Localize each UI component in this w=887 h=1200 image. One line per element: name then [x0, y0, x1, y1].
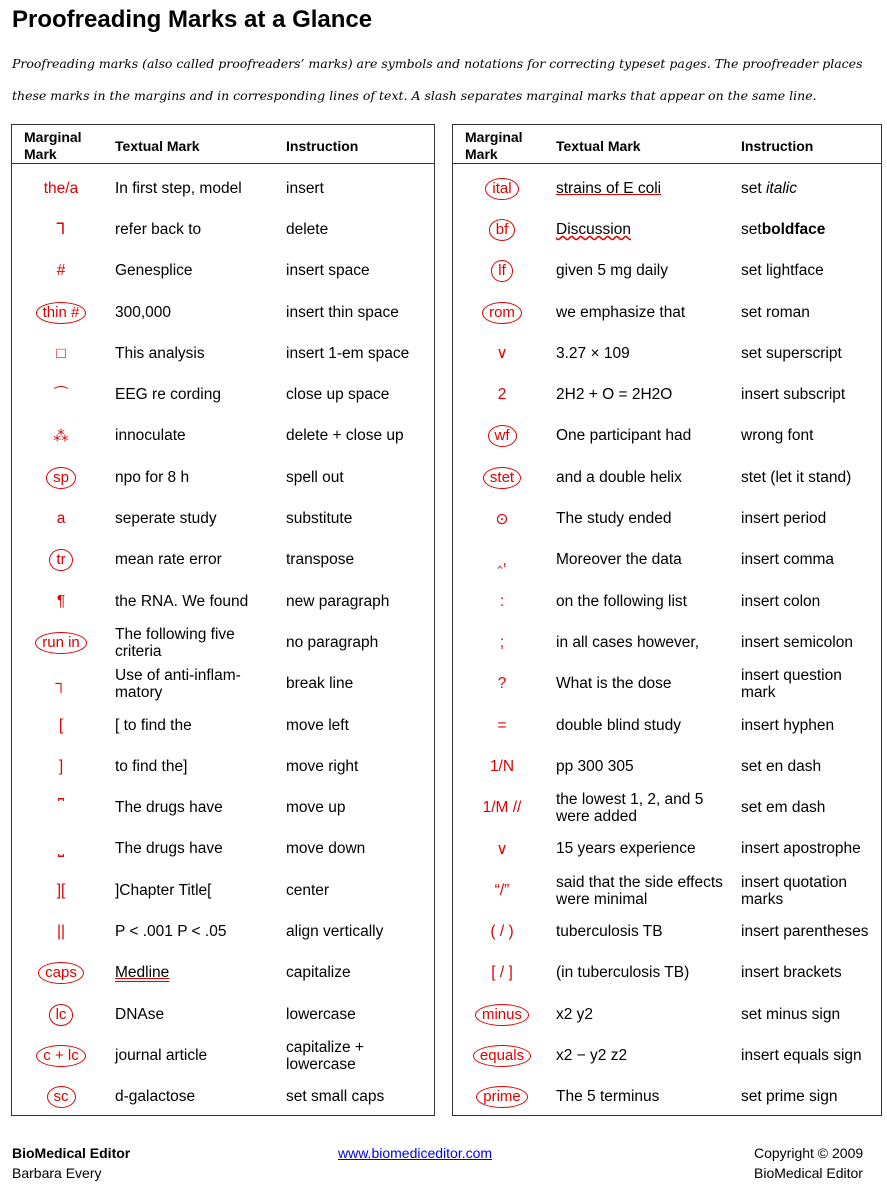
table-row [453, 1035, 881, 1076]
table-row [453, 870, 881, 911]
instruction: close up space [286, 386, 390, 404]
instruction: set en dash [741, 757, 822, 775]
marginal-mark-symbol: □ [56, 344, 66, 362]
right-rows [453, 168, 881, 1118]
textual-mark: What is the dose [556, 675, 672, 693]
table-row [12, 829, 434, 870]
table-row [12, 416, 434, 457]
textual-mark: d-galactose [115, 1088, 196, 1106]
marginal-mark [16, 870, 106, 911]
marginal-mark [16, 333, 106, 374]
marginal-mark [16, 251, 106, 292]
marginal-mark-symbol: [ [58, 716, 64, 734]
marginal-mark [457, 251, 547, 292]
marginal-mark [457, 581, 547, 622]
left-table [11, 124, 435, 1116]
footer-company: BioMedical Editor [754, 1165, 863, 1181]
textual-mark: 2H2 + O = 2H2O [556, 386, 673, 404]
marginal-mark-symbol: ∨ [496, 840, 508, 858]
instruction: delete + close up [286, 427, 404, 445]
textual-mark: refer back to [115, 220, 202, 238]
textual-mark: [ to find the [115, 716, 192, 734]
instruction: no paragraph [286, 633, 379, 651]
table-row [453, 829, 881, 870]
header-instruction: Instruction [741, 138, 814, 154]
textual-mark: Discussion [556, 220, 631, 238]
marginal-mark [16, 705, 106, 746]
marginal-mark [457, 374, 547, 415]
header-instruction: Instruction [286, 138, 359, 154]
instruction: insert [286, 179, 324, 197]
table-row [453, 374, 881, 415]
marginal-mark [457, 664, 547, 705]
instruction: set minus sign [741, 1005, 841, 1023]
marginal-mark [16, 1077, 106, 1118]
marginal-mark [16, 457, 106, 498]
marginal-mark [457, 705, 547, 746]
marginal-mark [457, 1035, 547, 1076]
textual-mark: 15 years experience [556, 840, 696, 858]
instruction: capitalize [286, 964, 351, 982]
marginal-mark-symbol: “/” [494, 881, 510, 899]
instruction: insert quotation marks [741, 873, 847, 908]
table-row [453, 622, 881, 663]
table-header [453, 125, 881, 164]
textual-mark: npo for 8 h [115, 468, 190, 486]
textual-mark: given 5 mg daily [556, 262, 669, 280]
instruction: move down [286, 840, 366, 858]
marginal-mark [16, 498, 106, 539]
instruction: capitalize + lowercase [286, 1038, 364, 1073]
marginal-mark [16, 581, 106, 622]
instruction: move up [286, 799, 346, 817]
marginal-mark-symbol: rom [482, 302, 522, 324]
marginal-mark-symbol: ( / ) [490, 922, 514, 940]
marginal-mark-symbol: minus [475, 1004, 529, 1026]
table-row [12, 457, 434, 498]
marginal-mark-symbol: ┐ [55, 675, 67, 693]
table-row [12, 1035, 434, 1076]
instruction: spell out [286, 468, 344, 486]
marginal-mark [457, 994, 547, 1035]
instruction: insert space [286, 262, 370, 280]
instruction: wrong font [741, 427, 814, 445]
instruction: move left [286, 716, 349, 734]
table-row [453, 416, 881, 457]
instruction-text: set italic [741, 179, 797, 197]
marginal-mark-symbol: lf [491, 260, 513, 282]
table-row [453, 787, 881, 828]
textual-mark: Moreover the data [556, 551, 682, 569]
textual-mark: double blind study [556, 716, 681, 734]
marginal-mark [457, 1077, 547, 1118]
instruction: set small caps [286, 1088, 385, 1106]
textual-mark: 300,000 [115, 303, 172, 321]
marginal-mark [457, 416, 547, 457]
instruction: new paragraph [286, 592, 390, 610]
textual-mark: Use of anti-inflam- matory [115, 667, 241, 702]
textual-mark: One participant had [556, 427, 692, 445]
instruction: insert equals sign [741, 1046, 862, 1064]
marginal-mark [16, 622, 106, 663]
left-rows [12, 168, 434, 1118]
textual-mark: tuberculosis TB [556, 922, 663, 940]
table-row [12, 622, 434, 663]
instruction: insert question mark [741, 667, 842, 702]
marginal-mark-symbol: ∨ [496, 345, 508, 363]
marginal-mark [16, 953, 106, 994]
instruction: substitute [286, 510, 353, 528]
table-row [453, 540, 881, 581]
marginal-mark [16, 911, 106, 952]
instruction: set roman [741, 303, 810, 321]
table-row [12, 664, 434, 705]
textual-mark: P < .001 P < .05 [115, 922, 227, 940]
marginal-mark-symbol: the/a [43, 179, 79, 197]
marginal-mark-symbol: # [56, 262, 66, 280]
marginal-mark [16, 829, 106, 870]
table-row [12, 209, 434, 250]
table-row [12, 168, 434, 209]
textual-mark: in all cases however, [556, 633, 700, 651]
textual-mark: DNAse [115, 1005, 165, 1023]
table-row [12, 333, 434, 374]
table-row [12, 911, 434, 952]
marginal-mark [457, 870, 547, 911]
marginal-mark-symbol: tr [49, 549, 72, 571]
table-row [12, 870, 434, 911]
table-row [453, 911, 881, 952]
marginal-mark-symbol: c + lc [36, 1045, 85, 1067]
marginal-mark-symbol: ? [497, 675, 507, 693]
table-row [453, 953, 881, 994]
marginal-mark [16, 416, 106, 457]
instruction: move right [286, 757, 359, 775]
marginal-mark [457, 209, 547, 250]
table-row [453, 457, 881, 498]
textual-mark: The 5 terminus [556, 1088, 660, 1106]
marginal-mark-symbol: bf [489, 219, 516, 241]
footer-left [12, 1143, 130, 1183]
instruction: insert parentheses [741, 922, 869, 940]
textual-mark: strains of E coli [556, 179, 662, 197]
textual-mark: said that the side effects were minimal [556, 873, 723, 908]
table-row [12, 746, 434, 787]
marginal-mark-symbol: ¶ [56, 592, 66, 610]
marginal-mark-symbol: || [56, 922, 66, 940]
marginal-mark-symbol: equals [473, 1045, 531, 1067]
marginal-mark-symbol: 1/M // [482, 799, 522, 817]
table-row [453, 746, 881, 787]
textual-mark: seperate study [115, 510, 217, 528]
instruction: set lightface [741, 262, 824, 280]
table-row [453, 333, 881, 374]
table-row [12, 705, 434, 746]
header-marginal-mark: Marginal Mark [465, 129, 523, 162]
marginal-mark [16, 292, 106, 333]
instruction: stet (let it stand) [741, 469, 852, 487]
marginal-mark-symbol: ⎴ [57, 799, 65, 817]
marginal-mark-symbol: ][ [56, 881, 66, 899]
instruction: insert period [741, 510, 827, 528]
table-row [12, 581, 434, 622]
instruction: transpose [286, 551, 355, 569]
marginal-mark [457, 457, 547, 498]
instruction [741, 168, 879, 209]
textual-mark: Medline [115, 964, 170, 982]
textual-mark: to find the] [115, 757, 188, 775]
table-row [12, 994, 434, 1035]
marginal-mark-symbol: ⁀ [54, 386, 68, 404]
marginal-mark-symbol: run in [35, 632, 87, 654]
table-row [453, 251, 881, 292]
marginal-mark [457, 953, 547, 994]
marginal-mark [457, 911, 547, 952]
textual-mark: The drugs have [115, 799, 223, 817]
textual-mark: x2 y2 [556, 1005, 594, 1023]
textual-mark: we emphasize that [556, 303, 686, 321]
instruction: insert comma [741, 551, 835, 569]
instruction: set em dash [741, 799, 826, 817]
footer-link[interactable]: www.biomediceditor.com [338, 1145, 493, 1161]
textual-mark: x2 − y2 z2 [556, 1046, 628, 1064]
table-row [12, 787, 434, 828]
instruction: set superscript [741, 344, 842, 362]
marginal-mark [457, 498, 547, 539]
header-textual-mark: Textual Mark [556, 138, 641, 154]
marginal-mark-symbol: 2 [497, 386, 507, 404]
textual-mark: on the following list [556, 592, 687, 610]
marginal-mark-symbol: prime [476, 1086, 528, 1108]
table-row [453, 705, 881, 746]
right-table [452, 124, 882, 1116]
marginal-mark-symbol: ⁂ [53, 427, 69, 445]
marginal-mark [16, 540, 106, 581]
instruction: set prime sign [741, 1088, 838, 1106]
marginal-mark [16, 664, 106, 705]
footer-copyright: Copyright © 2009 [754, 1145, 864, 1161]
marginal-mark-symbol: caps [38, 962, 84, 984]
table-row [453, 1077, 881, 1118]
marginal-mark-symbol: ; [499, 633, 505, 651]
marginal-mark-symbol: sp [46, 467, 76, 489]
marginal-mark-symbol: [ / ] [491, 964, 513, 982]
textual-mark: ]Chapter Title[ [115, 881, 212, 899]
table-row [453, 994, 881, 1035]
table-row [453, 581, 881, 622]
instruction: delete [286, 220, 329, 238]
marginal-mark [457, 292, 547, 333]
table-row [12, 540, 434, 581]
textual-mark: The study ended [556, 510, 672, 528]
footer-editor-name: BioMedical Editor [12, 1145, 131, 1161]
table-row [12, 292, 434, 333]
table-header [12, 125, 434, 164]
textual-mark: journal article [115, 1046, 208, 1064]
textual-mark: The following five criteria [115, 625, 235, 660]
table-row [453, 292, 881, 333]
textual-mark: 3.27 × 109 [556, 344, 630, 362]
instruction: align vertically [286, 922, 384, 940]
marginal-mark-symbol: ⎵ [57, 840, 65, 858]
textual-mark: (in tuberculosis TB) [556, 964, 690, 982]
textual-mark: In first step, model [115, 179, 242, 197]
instruction: insert semicolon [741, 633, 853, 651]
table-row [453, 498, 881, 539]
textual-mark: EEG re cording [115, 386, 221, 404]
intro-paragraph: Proofreading marks (also called proofreaders’ marks) are symbols and notations for correcting typeset pages. The proofreader places these marks in the margins and in corresponding lines of text. A slash separates marginal marks that appear on the same line. [12, 56, 863, 103]
header-textual-mark: Textual Mark [115, 138, 200, 154]
marginal-mark [457, 333, 547, 374]
marginal-mark-symbol: = [497, 716, 507, 734]
textual-mark: This analysis [115, 344, 205, 362]
marginal-mark [16, 374, 106, 415]
marginal-mark [16, 994, 106, 1035]
marginal-mark-symbol: lc [49, 1004, 74, 1026]
marginal-mark-symbol: ital [485, 178, 518, 200]
instruction: insert hyphen [741, 716, 835, 734]
marginal-mark-symbol: thin # [36, 302, 87, 324]
marginal-mark [16, 746, 106, 787]
table-row [12, 374, 434, 415]
marginal-mark [457, 787, 547, 828]
instruction: lowercase [286, 1005, 356, 1023]
table-row [453, 209, 881, 250]
footer-author: Barbara Every [12, 1165, 102, 1181]
table-row [12, 251, 434, 292]
textual-mark: the RNA. We found [115, 592, 249, 610]
textual-mark: the lowest 1, 2, and 5 were added [556, 791, 704, 826]
marginal-mark-symbol: a [56, 510, 66, 528]
table-row [453, 664, 881, 705]
instruction: insert apostrophe [741, 840, 861, 858]
textual-mark: innoculate [115, 427, 186, 445]
textual-mark: and a double helix [556, 468, 682, 486]
table-row [453, 168, 881, 209]
instruction: break line [286, 675, 354, 693]
marginal-mark [457, 622, 547, 663]
instruction: insert subscript [741, 386, 846, 404]
textual-mark: pp 300 305 [556, 757, 634, 775]
marginal-mark [457, 829, 547, 870]
marginal-mark [457, 746, 547, 787]
marginal-mark-symbol: wf [488, 425, 517, 447]
marginal-mark [16, 168, 106, 209]
marginal-mark-symbol: ⊙ [495, 510, 509, 528]
footer-right [754, 1143, 863, 1183]
page-title: Proofreading Marks at a Glance [12, 6, 373, 33]
textual-mark: mean rate error [115, 551, 222, 569]
marginal-mark [16, 209, 106, 250]
instruction: set boldface [741, 220, 826, 238]
instruction: insert thin space [286, 303, 399, 321]
table-row [12, 1077, 434, 1118]
marginal-mark [457, 540, 547, 581]
marginal-mark [457, 168, 547, 209]
textual-mark: Genesplice [115, 262, 193, 280]
marginal-mark-symbol: : [499, 592, 505, 610]
table-row [12, 953, 434, 994]
marginal-mark [16, 1035, 106, 1076]
instruction: insert 1-em space [286, 344, 410, 362]
marginal-mark-symbol: ⅂ [56, 221, 66, 239]
marginal-mark-symbol: 1/N [489, 757, 515, 775]
instruction: insert brackets [741, 964, 842, 982]
marginal-mark-symbol: sc [47, 1086, 76, 1108]
header-marginal-mark: Marginal Mark [24, 129, 82, 162]
marginal-mark [16, 787, 106, 828]
instruction: insert colon [741, 592, 821, 610]
marginal-mark-symbol: stet [483, 467, 521, 489]
marginal-mark-symbol: ] [58, 757, 64, 775]
textual-mark: The drugs have [115, 840, 223, 858]
table-row [12, 498, 434, 539]
marginal-mark-symbol: ‸, [497, 551, 507, 569]
instruction: center [286, 881, 330, 899]
